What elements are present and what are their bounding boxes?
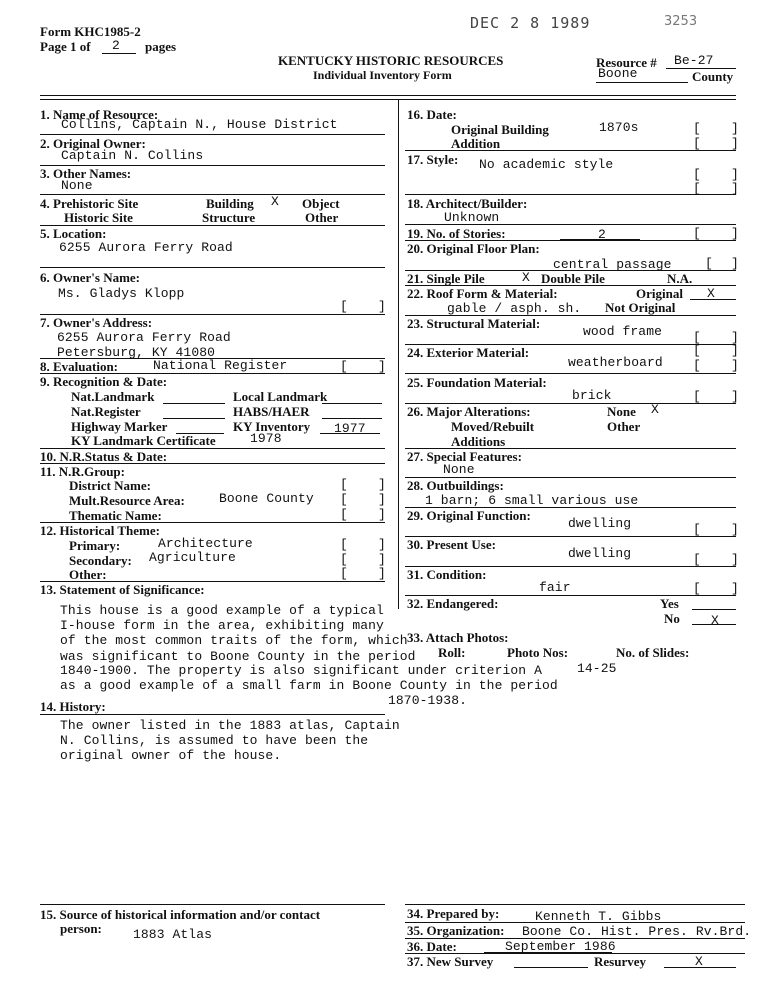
field-18-value: Unknown	[444, 210, 500, 225]
f9-ky-landmark-cert: KY Landmark Certificate	[71, 433, 216, 448]
f26-moved: Moved/Rebuilt	[451, 419, 535, 434]
field-18-label: 18. Architect/Builder:	[407, 196, 528, 211]
bracket-o16b: [	[693, 136, 701, 151]
f16-original: Original Building	[451, 122, 549, 137]
bracket-c11c: ]	[378, 507, 386, 522]
f4-historic: Historic Site	[64, 210, 133, 225]
field-31-label: 31. Condition:	[407, 567, 487, 582]
field-4-label: 4. Prehistoric Site	[40, 196, 139, 211]
bracket-c24b: ]	[731, 358, 739, 373]
f33-photo-nos: Photo Nos:	[507, 645, 569, 660]
f32-yes: Yes	[660, 596, 679, 611]
field-24-value: weatherboard	[568, 355, 663, 370]
significance-line: was significant to Boone County in the period	[60, 649, 416, 664]
bracket-o19: [	[693, 226, 701, 241]
significance-line: 1840-1900. The property is also significant under criterion A	[60, 663, 542, 678]
f26-additions: Additions	[451, 434, 506, 449]
f32-no-mark: X	[711, 613, 719, 628]
f11-district: District Name:	[69, 478, 151, 493]
resource-label: Resource #	[596, 55, 657, 70]
f4-building: Building	[206, 196, 254, 211]
f33-photo-nos-value: 14-25	[577, 661, 617, 676]
f4-other: Other	[305, 210, 339, 225]
bracket-o12c: [	[340, 566, 348, 581]
f22-original: Original	[636, 286, 683, 301]
f9-habs: HABS/HAER	[233, 404, 310, 419]
bracket-o11c: [	[340, 507, 348, 522]
county-label: County	[692, 69, 734, 84]
field-10-label: 10. N.R.Status & Date:	[40, 449, 168, 464]
f21-double: Double Pile	[541, 271, 605, 286]
f4-structure: Structure	[202, 210, 256, 225]
field-37-label: 37. New Survey	[407, 954, 494, 969]
f26-other: Other	[607, 419, 641, 434]
field-15-label: 15. Source of historical information and/or contact	[40, 907, 321, 922]
field-28-label: 28. Outbuildings:	[407, 478, 504, 493]
f9-highway: Highway Marker	[71, 419, 168, 434]
f9-ky-inventory: KY Inventory	[233, 419, 311, 434]
f4-building-mark: X	[271, 194, 279, 209]
field-5-value: 6255 Aurora Ferry Road	[59, 240, 233, 255]
field-17-label: 17. Style:	[407, 152, 459, 167]
field-32-label: 32. Endangered:	[407, 596, 499, 611]
field-11-label: 11. N.R.Group:	[40, 464, 125, 479]
bracket-c17b: ]	[731, 181, 739, 196]
field-33-label: 33. Attach Photos:	[407, 630, 509, 645]
bracket-c11b: ]	[378, 492, 386, 507]
field-26-label: 26. Major Alterations:	[407, 404, 531, 419]
f33-slides: No. of Slides:	[616, 645, 690, 660]
field-30-value: dwelling	[568, 546, 632, 561]
bracket-c12b: ]	[378, 552, 386, 567]
form-id: Form KHC1985-2	[40, 24, 141, 39]
bracket-o17a: [	[693, 167, 701, 182]
received-date-stamp: DEC 2 8 1989	[470, 14, 591, 32]
field-34-label: 34. Prepared by:	[407, 906, 500, 921]
history-line: original owner of the house.	[60, 748, 282, 763]
f16-original-value: 1870s	[599, 120, 639, 135]
bracket-o12b: [	[340, 552, 348, 567]
f12-secondary-value: Agriculture	[149, 550, 236, 565]
f32-no: No	[664, 611, 680, 626]
bracket-c19: ]	[731, 226, 739, 241]
f9-nat-register: Nat.Register	[71, 404, 141, 419]
bracket-c31: ]	[731, 581, 739, 596]
bracket-c20: ]	[731, 256, 739, 271]
bracket-c12c: ]	[378, 566, 386, 581]
field-30-label: 30. Present Use:	[407, 537, 496, 552]
page-label: Page 1 of	[40, 39, 91, 54]
bracket-c16a: ]	[731, 121, 739, 136]
f12-primary: Primary:	[69, 538, 121, 553]
bracket-o8: [	[340, 359, 348, 374]
field-20-label: 20. Original Floor Plan:	[407, 241, 540, 256]
field-35-label: 35. Organization:	[407, 923, 505, 938]
bracket-o31: [	[693, 581, 701, 596]
pages-label: pages	[145, 39, 177, 54]
bracket-c29: ]	[731, 522, 739, 537]
page-total: 2	[112, 38, 120, 53]
field-16-label: 16. Date:	[407, 107, 457, 122]
f21-mark: X	[522, 270, 530, 285]
field-31-value: fair	[539, 580, 571, 595]
field-1-label: 1. Name of Resource:	[40, 107, 159, 122]
f12-secondary: Secondary:	[69, 553, 132, 568]
bracket-c8: ]	[378, 359, 386, 374]
field-2-label: 2. Original Owner:	[40, 136, 146, 151]
f22-original-mark: X	[707, 286, 715, 301]
field-7-line1: 6255 Aurora Ferry Road	[57, 330, 231, 345]
history-line: The owner listed in the 1883 atlas, Captain	[60, 718, 400, 733]
field-1-value: Collins, Captain N., House District	[61, 117, 338, 132]
f9-ky-inventory-year: 1977	[334, 421, 366, 436]
bracket-c6: ]	[378, 299, 386, 314]
significance-line: as a good example of a small farm in Boone County in the period	[60, 678, 558, 693]
bracket-o11b: [	[340, 492, 348, 507]
field-9-label: 9. Recognition & Date:	[40, 374, 168, 389]
f9-nat-landmark: Nat.Landmark	[71, 389, 155, 404]
f37-resurvey: Resurvey	[594, 954, 646, 969]
history-line: N. Collins, is assumed to have been the	[60, 733, 369, 748]
significance-line: 1870-1938.	[388, 693, 468, 708]
field-23-value: wood frame	[583, 324, 663, 339]
f16-addition: Addition	[451, 136, 501, 151]
bracket-o29: [	[693, 522, 701, 537]
field-3-value: None	[61, 178, 93, 193]
field-23-label: 23. Structural Material:	[407, 316, 541, 331]
bracket-o25: [	[693, 389, 701, 404]
f11-mult: Mult.Resource Area:	[69, 493, 185, 508]
f11-mult-value: Boone County	[219, 491, 314, 506]
field-19-value: 2	[598, 227, 606, 242]
bracket-o6: [	[340, 299, 348, 314]
bracket-c11a: ]	[378, 477, 386, 492]
bracket-o16a: [	[693, 121, 701, 136]
field-27-label: 27. Special Features:	[407, 449, 522, 464]
county-value: Boone	[598, 66, 638, 81]
field-19-label: 19. No. of Stories:	[407, 226, 506, 241]
f9-local-landmark: Local Landmark	[233, 389, 328, 404]
bracket-o11a: [	[340, 477, 348, 492]
f9-ky-landmark-year: 1978	[250, 431, 282, 446]
field-29-label: 29. Original Function:	[407, 508, 531, 523]
bracket-o24a: [	[693, 343, 701, 358]
bracket-c23: ]	[731, 330, 739, 345]
field-28-value: 1 barn; 6 small various use	[425, 493, 639, 508]
bracket-o12a: [	[340, 537, 348, 552]
bracket-c30: ]	[731, 552, 739, 567]
bracket-c24a: ]	[731, 343, 739, 358]
bracket-c25: ]	[731, 389, 739, 404]
field-34-value: Kenneth T. Gibbs	[535, 909, 662, 924]
bracket-o30: [	[693, 552, 701, 567]
field-5-label: 5. Location:	[40, 226, 107, 241]
field-25-label: 25. Foundation Material:	[407, 375, 547, 390]
bracket-o23: [	[693, 330, 701, 345]
form-title: KENTUCKY HISTORIC RESOURCES	[278, 53, 504, 68]
bracket-c16b: ]	[731, 136, 739, 151]
field-20-value: central passage	[553, 257, 672, 272]
f22-not-original: Not Original	[605, 300, 676, 315]
handwritten-number: 3253	[664, 14, 698, 29]
bracket-o20: [	[705, 256, 713, 271]
field-36-label: 36. Date:	[407, 939, 457, 954]
field-12-label: 12. Historical Theme:	[40, 523, 160, 538]
field-15-value: 1883 Atlas	[133, 927, 213, 942]
f33-roll: Roll:	[438, 645, 466, 660]
f22-value: gable / asph. sh.	[447, 301, 582, 316]
field-13-label: 13. Statement of Significance:	[40, 582, 205, 597]
f4-object: Object	[302, 196, 340, 211]
resource-number: Be-27	[674, 53, 714, 68]
f21-na: N.A.	[667, 271, 693, 286]
field-36-value: September 1986	[505, 939, 616, 954]
field-21-label: 21. Single Pile	[407, 271, 485, 286]
f12-primary-value: Architecture	[158, 536, 253, 551]
f26-none: None	[607, 404, 636, 419]
field-8-label: 8. Evaluation:	[40, 359, 119, 374]
field-24-label: 24. Exterior Material:	[407, 345, 530, 360]
field-17-value: No academic style	[479, 157, 614, 172]
f12-other: Other:	[69, 567, 107, 582]
field-7-label: 7. Owner's Address:	[40, 315, 153, 330]
field-8-value: National Register	[153, 358, 288, 373]
significance-line: of the most common traits of the form, which	[60, 633, 408, 648]
field-3-label: 3. Other Names:	[40, 166, 132, 181]
field-29-value: dwelling	[568, 516, 632, 531]
significance-line: This house is a good example of a typical	[60, 603, 384, 618]
field-7-line2: Petersburg, KY 41080	[57, 345, 216, 360]
significance-line: I-house form in the area, exhibiting many	[60, 618, 384, 633]
field-25-value: brick	[572, 388, 612, 403]
field-6-label: 6. Owner's Name:	[40, 270, 141, 285]
form-subtitle: Individual Inventory Form	[313, 68, 452, 82]
bracket-o24b: [	[693, 358, 701, 373]
field-14-label: 14. History:	[40, 699, 106, 714]
bracket-c17a: ]	[731, 167, 739, 182]
f37-mark: X	[695, 954, 703, 969]
field-22-label: 22. Roof Form & Material:	[407, 286, 558, 301]
field-6-value: Ms. Gladys Klopp	[58, 286, 185, 301]
f11-thematic: Thematic Name:	[69, 508, 162, 523]
field-2-value: Captain N. Collins	[61, 148, 204, 163]
bracket-o17b: [	[693, 181, 701, 196]
field-27-value: None	[443, 462, 475, 477]
field-35-value: Boone Co. Hist. Pres. Rv.Brd.	[522, 924, 752, 939]
f26-none-mark: X	[651, 402, 659, 417]
field-15-label-2: person:	[60, 921, 102, 936]
bracket-c12a: ]	[378, 537, 386, 552]
